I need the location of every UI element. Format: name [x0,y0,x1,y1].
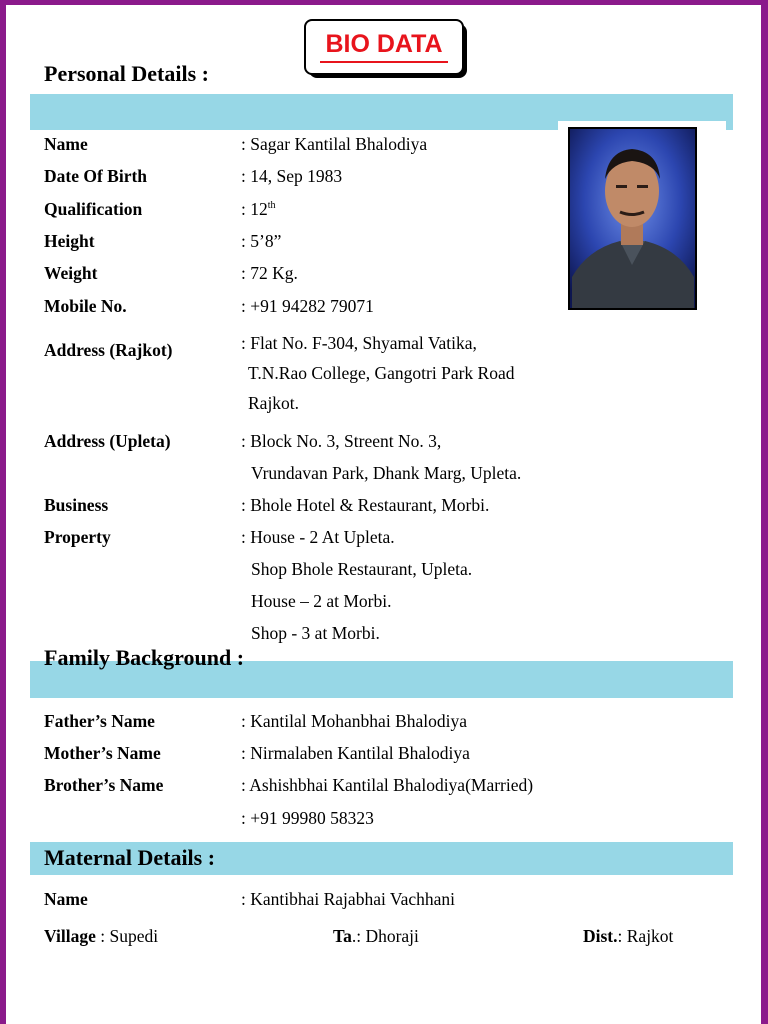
value-district: : Rajkot [617,926,674,946]
personal-details-heading: Personal Details : [44,61,209,86]
label-name: Name [44,134,88,154]
page-border-right [761,0,768,1024]
value-business: : Bhole Hotel & Restaurant, Morbi. [241,495,490,515]
maternal-details-heading: Maternal Details : [44,845,216,870]
label-mobile: Mobile No. [44,296,127,316]
label-taluka: Ta [333,926,352,946]
value-address-rajkot-line1: : Flat No. F-304, Shyamal Vatika, [241,333,477,353]
label-village: Village [44,926,96,946]
value-maternal-name: : Kantibhai Rajabhai Vachhani [241,889,455,909]
value-qualification-main: : 12 [241,199,268,219]
value-brother-phone: : +91 99980 58323 [241,808,374,828]
maternal-village [44,926,158,947]
title-underline [320,61,448,63]
page-border-top [0,0,768,5]
value-property-line4: Shop - 3 at Morbi. [251,623,380,643]
value-father-name: : Kantilal Mohanbhai Bhalodiya [241,711,467,731]
label-qualification: Qualification [44,199,143,219]
value-address-rajkot-line3: Rajkot. [248,393,300,413]
value-height: : 5’8” [241,231,282,251]
label-maternal-name: Name [44,889,88,909]
label-address-upleta: Address (Upleta) [44,431,171,451]
profile-photo [568,127,697,310]
value-property-line2: Shop Bhole Restaurant, Upleta. [251,559,473,579]
label-district: Dist. [583,926,618,946]
maternal-taluka [333,926,419,947]
value-weight: : 72 Kg. [241,263,298,283]
label-date-of-birth: Date Of Birth [44,166,148,186]
value-address-upleta-line2: Vrundavan Park, Dhank Marg, Upleta. [251,463,522,483]
value-date-of-birth: : 14, Sep 1983 [241,166,343,186]
page-border-left [0,0,6,1024]
value-property-line1: : House - 2 At Upleta. [241,527,395,547]
value-qualification-sup: th [267,200,276,211]
value-village: : Supedi [95,926,159,946]
label-father-name: Father’s Name [44,711,155,731]
family-background-heading: Family Background : [44,645,245,670]
label-height: Height [44,231,95,251]
label-business: Business [44,495,109,515]
label-brother-name: Brother’s Name [44,775,164,795]
value-property-line3: House – 2 at Morbi. [251,591,392,611]
value-address-upleta-line1: : Block No. 3, Streent No. 3, [241,431,442,451]
label-address-rajkot: Address (Rajkot) [44,340,173,360]
label-property: Property [44,527,111,547]
value-taluka: .: Dhoraji [351,926,419,946]
value-mother-name: : Nirmalaben Kantilal Bhalodiya [241,743,470,763]
value-name: : Sagar Kantilal Bhalodiya [241,134,428,154]
label-mother-name: Mother’s Name [44,743,161,763]
value-address-rajkot-line2: T.N.Rao College, Gangotri Park Road [248,363,515,383]
value-brother-name: : Ashishbhai Kantilal Bhalodiya(Married) [241,775,534,795]
title-box [304,19,464,75]
value-qualification [241,199,276,220]
document-title: BIO DATA [325,30,443,58]
profile-photo-image [568,127,697,310]
maternal-district [583,926,673,947]
value-mobile: : +91 94282 79071 [241,296,374,316]
label-weight: Weight [44,263,98,283]
